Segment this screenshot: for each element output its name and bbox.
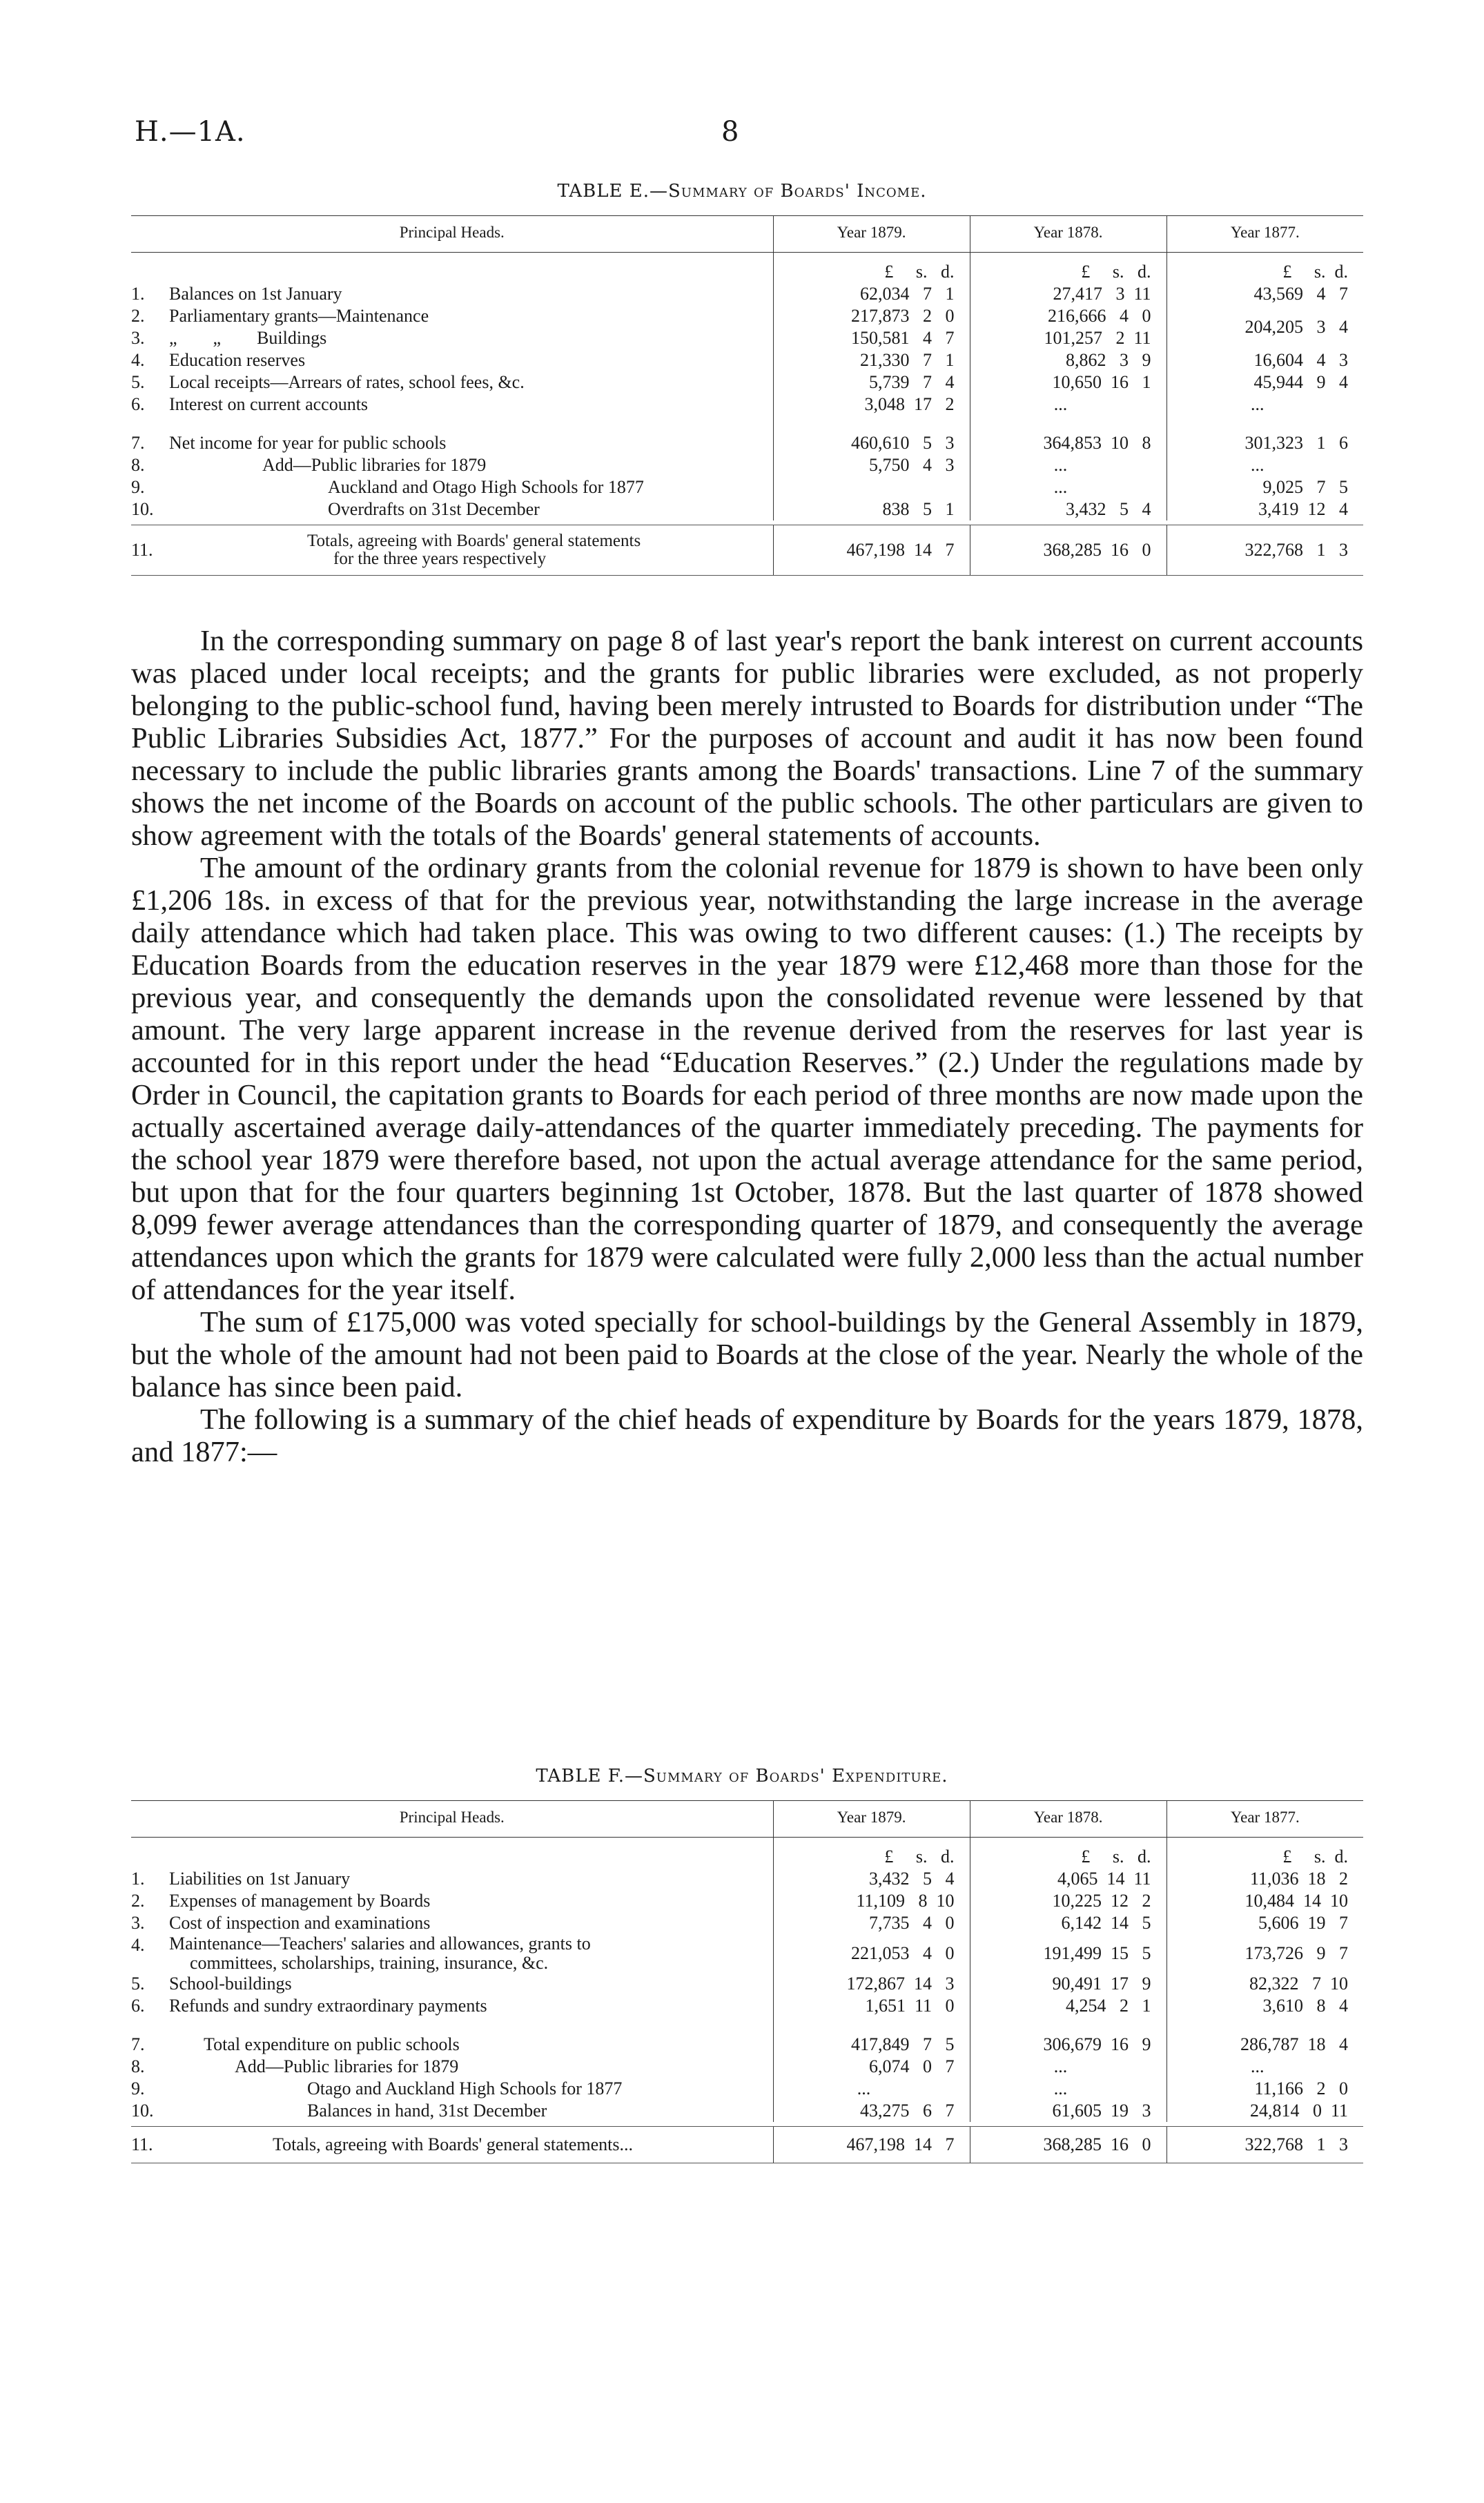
table-row: 6. Interest on current accounts 3,048 17 2 ... ... xyxy=(131,393,1363,416)
table-row: 9. Otago and Auckland High Schools for 1877 ... ... 11,166 2 0 xyxy=(131,2078,1363,2100)
table-row: 3. „ „ Buildings 150,581 4 7 101,257 2 11 xyxy=(131,327,1363,349)
table-row: 1. Balances on 1st January 62,034 7 1 27,417 3 11 43,569 4 7 xyxy=(131,283,1363,305)
table-row: 2. Parliamentary grants—Maintenance 217,873 2 0 216,666 4 0 204,205 3 4 xyxy=(131,305,1363,327)
table-row: 10. Overdrafts on 31st December 838 5 1 3,432 5 4 3,419 12 4 xyxy=(131,498,1363,520)
table-total-row: 11. Totals, agreeing with Boards' general statements... 467,198 14 7 368,285 16 0 322,768 1 3 xyxy=(131,2127,1363,2163)
page-number: 8 xyxy=(721,116,739,148)
col-year-1877: Year 1877. xyxy=(1166,216,1363,253)
table-f-header-row xyxy=(131,1801,1363,1838)
document-reference: H.—1A. xyxy=(135,116,246,148)
table-row: 4. Education reserves 21,330 7 1 8,862 3 9 16,604 4 3 xyxy=(131,349,1363,371)
table-row: 4. Maintenance—Teachers' salaries and allowances, grants to committees, scholarships, training, insurance, &c. 221,053 4 0 191,499 15 5 173,726 9 7 xyxy=(131,1934,1363,1973)
col-principal-heads: Principal Heads. xyxy=(131,1801,773,1838)
col-year-1879: Year 1879. xyxy=(773,216,970,253)
table-row: 5. School-buildings 172,867 14 3 90,491 17 9 82,322 7 10 xyxy=(131,1973,1363,1995)
paragraph: The amount of the ordinary grants from the colonial revenue for 1879 is shown to have been only £1,206 18s. in excess of that for the previous year, notwithstanding the large increase in the average daily attendance which had taken place. This was owing to two different causes: (1.) The receipts by Education Boards from the education reserves in the year 1879 were £12,468 more than those for the previous year, and consequently the demands upon the consolidated revenue were lessened by that amount. The very large apparent increase in the revenue derived from the reserves for last year is accounted for in this report under the head “Education Reserves.” (2.) Under the regulations made by Order in Council, the capitation grants to Boards for each period of three months are now made upon the actually ascertained average daily-attendances of the quarter immediately preceding. The payments for the school year 1879 were therefore based, not upon the actual average attendance for the same period, but upon that for the four quarters beginning 1st October, 1878. But the last quarter of 1878 showed 8,099 fewer average attendances than the corresponding quarter of 1879, and consequently the average attendances upon which the grants for 1879 were calculated were fully 2,000 less than the actual number of attendances for the year itself. xyxy=(131,852,1363,1306)
table-e-income xyxy=(131,215,1363,576)
col-year-1879: Year 1879. xyxy=(773,1801,970,1838)
paragraph: The following is a summary of the chief heads of expenditure by Boards for the years 1879, 1878, and 1877:— xyxy=(131,1403,1363,1468)
col-principal-heads: Principal Heads. xyxy=(131,216,773,253)
page-header xyxy=(135,116,1349,157)
table-row: 6. Refunds and sundry extraordinary payments 1,651 11 0 4,254 2 1 3,610 8 4 xyxy=(131,1995,1363,2017)
unit-row: £ s. d. £ s. d. £ s. d. xyxy=(131,1838,1363,1869)
unit-row: £ s. d. £ s. d. £ s. d. xyxy=(131,253,1363,284)
table-row: 9. Auckland and Otago High Schools for 1877 ... 9,025 7 5 xyxy=(131,476,1363,498)
table-row: 8. Add—Public libraries for 1879 6,074 0 7 ... ... xyxy=(131,2056,1363,2078)
table-row: 7. Total expenditure on public schools 417,849 7 5 306,679 16 9 286,787 18 4 xyxy=(131,2017,1363,2056)
paragraph: In the corresponding summary on page 8 of last year's report the bank interest on current accounts was placed under local receipts; and the grants for public libraries were excluded, as not properly belonging to the public-school fund, having been merely intrusted to Boards for distribution under “The Public Libraries Subsidies Act, 1877.” For the purposes of account and audit it has now been found necessary to include the public libraries grants among the Boards' transactions. Line 7 of the summary shows the net income of the Boards on account of the public schools. The other particulars are given to show agreement with the totals of the Boards' general statements of accounts. xyxy=(131,625,1363,852)
paragraph: The sum of £175,000 was voted specially for school-buildings by the General Assembly in 1879, but the whole of the amount had not been paid to Boards at the close of the year. Nearly the whole of the balance has since been paid. xyxy=(131,1306,1363,1403)
col-year-1878: Year 1878. xyxy=(970,1801,1166,1838)
col-year-1878: Year 1878. xyxy=(970,216,1166,253)
table-f-expenditure xyxy=(131,1800,1363,2163)
table-row: 3. Cost of inspection and examinations 7,735 4 0 6,142 14 5 5,606 19 7 xyxy=(131,1912,1363,1934)
table-row: 1. Liabilities on 1st January 3,432 5 4 4,065 14 11 11,036 18 2 xyxy=(131,1868,1363,1890)
body-text xyxy=(131,625,1363,1468)
table-row: 7. Net income for year for public schools 460,610 5 3 364,853 10 8 301,323 1 6 xyxy=(131,416,1363,454)
col-year-1877: Year 1877. xyxy=(1166,1801,1363,1838)
table-e-title: TABLE E.—Summary of Boards' Income. xyxy=(557,181,927,202)
table-row: 5. Local receipts—Arrears of rates, school fees, &c. 5,739 7 4 10,650 16 1 45,944 9 4 xyxy=(131,371,1363,393)
table-f-title: TABLE F.—Summary of Boards' Expenditure. xyxy=(536,1766,948,1786)
table-e-header-row xyxy=(131,216,1363,253)
table-row: 2. Expenses of management by Boards 11,109 8 10 10,225 12 2 10,484 14 10 xyxy=(131,1890,1363,1912)
table-row: 10. Balances in hand, 31st December 43,275 6 7 61,605 19 3 24,814 0 11 xyxy=(131,2100,1363,2122)
table-row: 8. Add—Public libraries for 1879 5,750 4 3 ... ... xyxy=(131,454,1363,476)
table-total-row: 11. Totals, agreeing with Boards' general statements for the three years respectively 467,198 14 7 368,285 16 0 322,768 1 3 xyxy=(131,525,1363,576)
